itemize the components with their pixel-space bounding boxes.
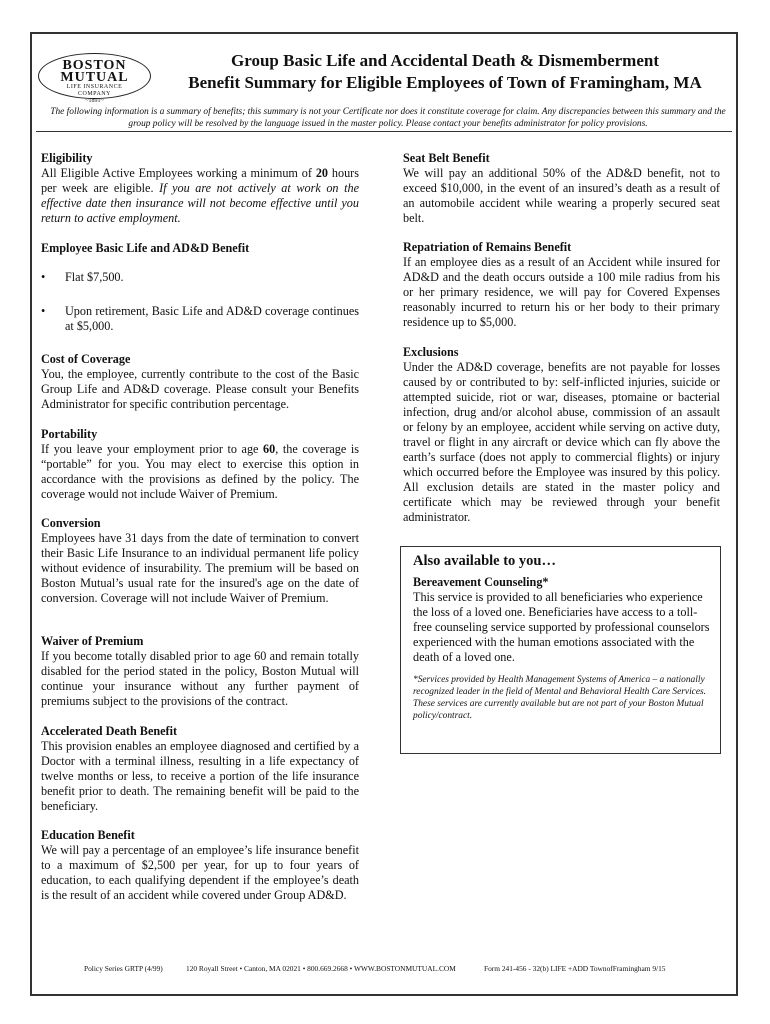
box-title: Also available to you… <box>413 553 556 569</box>
footer-policy: Policy Series GRTP (4/99) <box>84 964 163 973</box>
portability-section <box>41 427 359 502</box>
section-heading: Exclusions <box>403 345 459 359</box>
section-text: If you become totally disabled prior to age 60 and remain totally disabled for the period stated in the policy, Boston Mutual will continue your insurance without any further payment of premiums subject to the provisions of the contract. <box>41 649 359 708</box>
box-footnote: *Services provided by Health Management Systems of America – a nationally recognized leader in the field of Mental and Behavioral Health Care Services. These services are currently available but are not part of your Boston Mutual policy/contract. <box>413 675 706 721</box>
disclaimer: The following information is a summary of benefits; this summary is not your Certificate nor does it constitute coverage for claim. Any discrepancies between this summary and the group policy will be resolved by the language issued in the master policy. Please contact your benefits administrator for policy provisions. <box>50 107 726 129</box>
section-heading: Portability <box>41 427 98 441</box>
repatriation-section <box>403 240 720 330</box>
section-text: Employees have 31 days from the date of termination to convert their Basic Life Insurance to an individual permanent life policy without evidence of insurability. The premium will be based on Boston Mutual’s usual rate for the insured's age on the date of conversion. Coverage will not include Waiver of Premium. <box>41 531 359 605</box>
seatbelt-section <box>403 151 720 226</box>
exclusions-section <box>403 345 720 525</box>
also-available-box <box>400 546 721 754</box>
section-heading: Conversion <box>41 516 101 530</box>
education-section <box>41 828 359 903</box>
document-title: Group Basic Life and Accidental Death & Dismemberment Benefit Summary for Eligible Employees of Town of Framingham, MA <box>188 51 702 92</box>
footer-form: Form 241-456 - 32(b) LIFE +ADD TownofFramingham 9/15 <box>484 964 666 973</box>
divider <box>36 131 732 132</box>
section-heading: Education Benefit <box>41 828 135 842</box>
section-heading: Eligibility <box>41 151 93 165</box>
waiver-section <box>41 634 359 709</box>
section-text: You, the employee, currently contribute to the cost of the Basic Group Life and AD&D coverage. Please consult your Benefits Administrator for specific contribution percentage. <box>41 367 359 411</box>
section-text: Under the AD&D coverage, benefits are not payable for losses caused by or contributed to by: self-inflicted injuries, suicide or attempted suicide, riot or war, diseases, ptomaine or bacterial infection, drug and/or alcohol abuse, commission of an assault or felony by an employee, accident while serving on active duty, travel or flight in any aircraft or device which can fly above the earth’s surface (does not apply to commercial flights) or injury which occurred before the Employee was insured by this policy. All exclusion details are stated in the master policy and certificate which may be reviewed through your benefit administrator. <box>403 360 720 524</box>
box-text: This service is provided to all beneficiaries who experience the loss of a loved one. Beneficiaries have access to a toll-free counseling service supported by professional counselors experienced with the human emotions associated with the death of a loved one. <box>413 590 710 664</box>
section-text: If you leave your employment prior to age 60, the coverage is “portable” for you. You may elect to exercise this option in accordance with the provisions as defined by the policy. The coverage would not include Waiver of Premium. <box>41 442 359 501</box>
eligibility-section <box>41 151 359 226</box>
section-text: This provision enables an employee diagnosed and certified by a Doctor with a terminal illness, resulting in a life expectancy of twelve months or less, to receive a portion of the life insurance benefit prior to death. The remaining benefit will be paid to the beneficiary. <box>41 739 359 813</box>
box-heading: Bereavement Counseling* <box>413 575 549 589</box>
section-heading: Cost of Coverage <box>41 352 131 366</box>
accelerated-section <box>41 724 359 814</box>
section-heading: Repatriation of Remains Benefit <box>403 240 572 254</box>
section-heading: Seat Belt Benefit <box>403 151 490 165</box>
basic-life-section <box>41 241 359 334</box>
list-item: • Flat $7,500. <box>41 270 124 284</box>
section-text: We will pay a percentage of an employee’s life insurance benefit to a maximum of $2,500 per year, for up to four years of education, to each qualifying dependent if the employee’s death is the result of an accident while covered under Group AD&D. <box>41 843 359 902</box>
footer-address: 120 Royall Street • Canton, MA 02021 • 800.669.2668 • WWW.BOSTONMUTUAL.COM <box>186 964 456 973</box>
section-text: We will pay an additional 50% of the AD&D benefit, not to exceed $10,000, in the event of an insured’s death as a result of an automobile accident while wearing a properly secured seat belt. <box>403 166 720 225</box>
section-text: All Eligible Active Employees working a minimum of 20 hours per week are eligible. If you are not actively at work on the effective date then insurance will not become effective until you return to active employment. <box>41 166 359 225</box>
section-heading: Employee Basic Life and AD&D Benefit <box>41 241 250 255</box>
section-text: If an employee dies as a result of an Accident while insured for AD&D and the death occurs outside a 100 mile radius from his or her primary residence, we will pay for Covered Expenses reasonably incurred to return his or her body to their primary residence up to $5,000. <box>403 255 720 329</box>
boston-mutual-logo: BOSTON MUTUAL LIFE INSURANCE COMPANY ~1891~ <box>38 53 151 99</box>
cost-section <box>41 352 359 412</box>
conversion-section <box>41 516 359 606</box>
list-item: • Upon retirement, Basic Life and AD&D coverage continues at $5,000. <box>41 304 359 333</box>
section-heading: Accelerated Death Benefit <box>41 724 178 738</box>
section-heading: Waiver of Premium <box>41 634 144 648</box>
